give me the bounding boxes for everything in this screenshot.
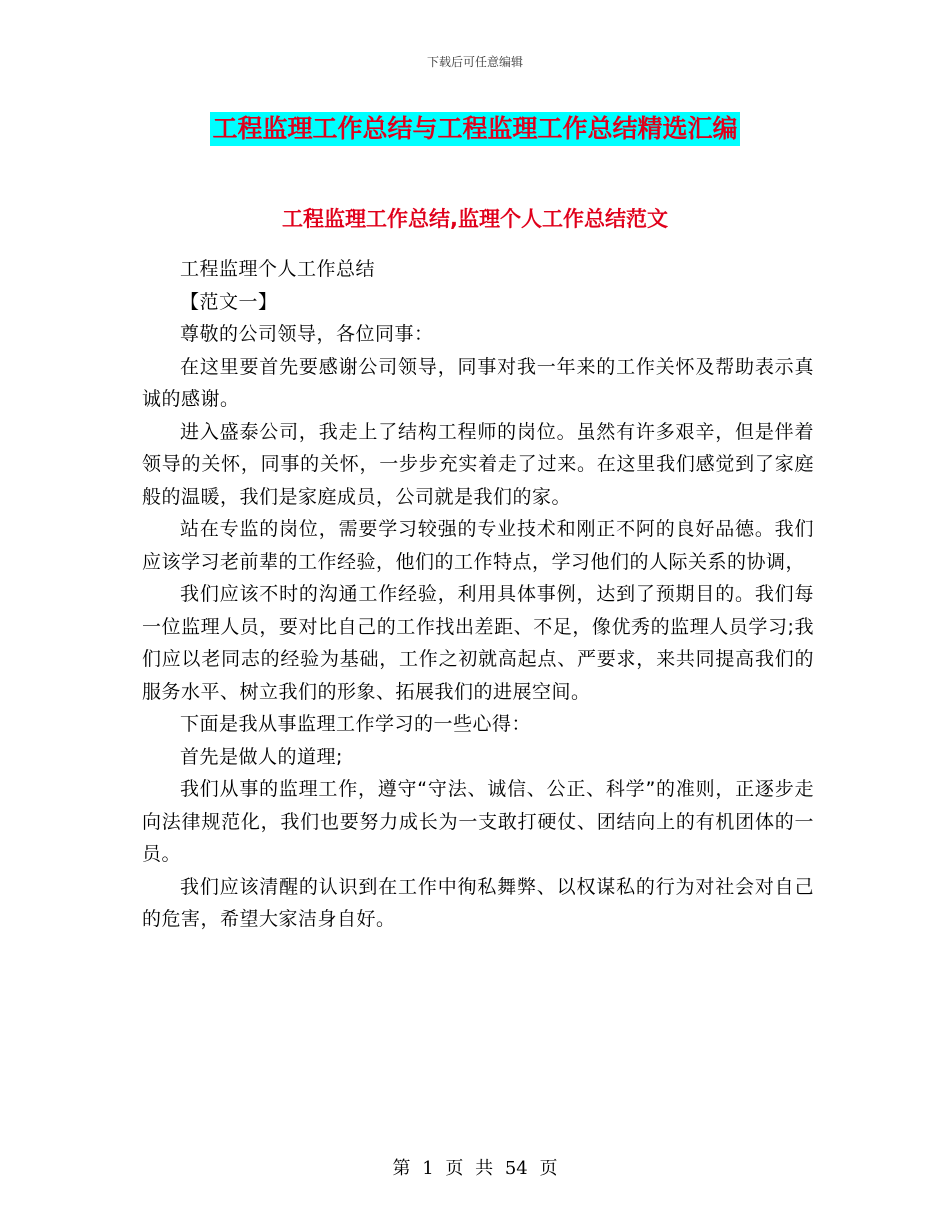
paragraph: 我们从事的监理工作，遵守“守法、诚信、公正、科学”的准则，正逐步走向法律规范化，我们也要努力成长为一支敢打硬仗、团结向上的有机团体的一员。 [142, 778, 814, 865]
paragraph: 尊敬的公司领导，各位同事： [180, 323, 434, 345]
paragraph: 站在专监的岗位，需要学习较强的专业技术和刚正不阿的良好品德。我们应该学习老前辈的工作经验，他们的工作特点，学习他们的人际关系的协调， [142, 518, 814, 573]
body-text [142, 253, 814, 936]
sub-title: 工程监理工作总结,监理个人工作总结范文 [282, 207, 668, 231]
paragraph: 首先是做人的道理; [180, 745, 343, 768]
paragraph: 我们应该清醒的认识到在工作中徇私舞弊、以权谋私的行为对社会对自己的危害，希望大家洁身自好。 [142, 875, 814, 930]
paragraph: 工程监理个人工作总结 [180, 258, 376, 280]
header-note: 下载后可任意编辑 [426, 55, 523, 69]
paragraph: 下面是我从事监理工作学习的一些心得： [180, 713, 532, 735]
main-title-container [0, 112, 950, 146]
paragraph: 【范文一】 [180, 290, 278, 313]
page-footer: 第 1 页 共 54 页 [392, 1158, 558, 1179]
paragraph: 在这里要首先要感谢公司领导，同事对我一年来的工作关怀及帮助表示真诚的感谢。 [142, 355, 814, 410]
main-title: 工程监理工作总结与工程监理工作总结精选汇编 [210, 112, 739, 146]
paragraph: 我们应该不时的沟通工作经验，利用具体事例，达到了预期目的。我们每一位监理人员，要对比自己的工作找出差距、不足，像优秀的监理人员学习;我们应以老同志的经验为基础，工作之初就高起点、严要求，来共同提高我们的服务水平、树立我们的形象、拓展我们的进展空间。 [142, 583, 814, 703]
paragraph: 进入盛泰公司，我走上了结构工程师的岗位。虽然有许多艰辛，但是伴着领导的关怀，同事的关怀，一步步充实着走了过来。在这里我们感觉到了家庭般的温暖，我们是家庭成员，公司就是我们的家。 [142, 420, 814, 508]
